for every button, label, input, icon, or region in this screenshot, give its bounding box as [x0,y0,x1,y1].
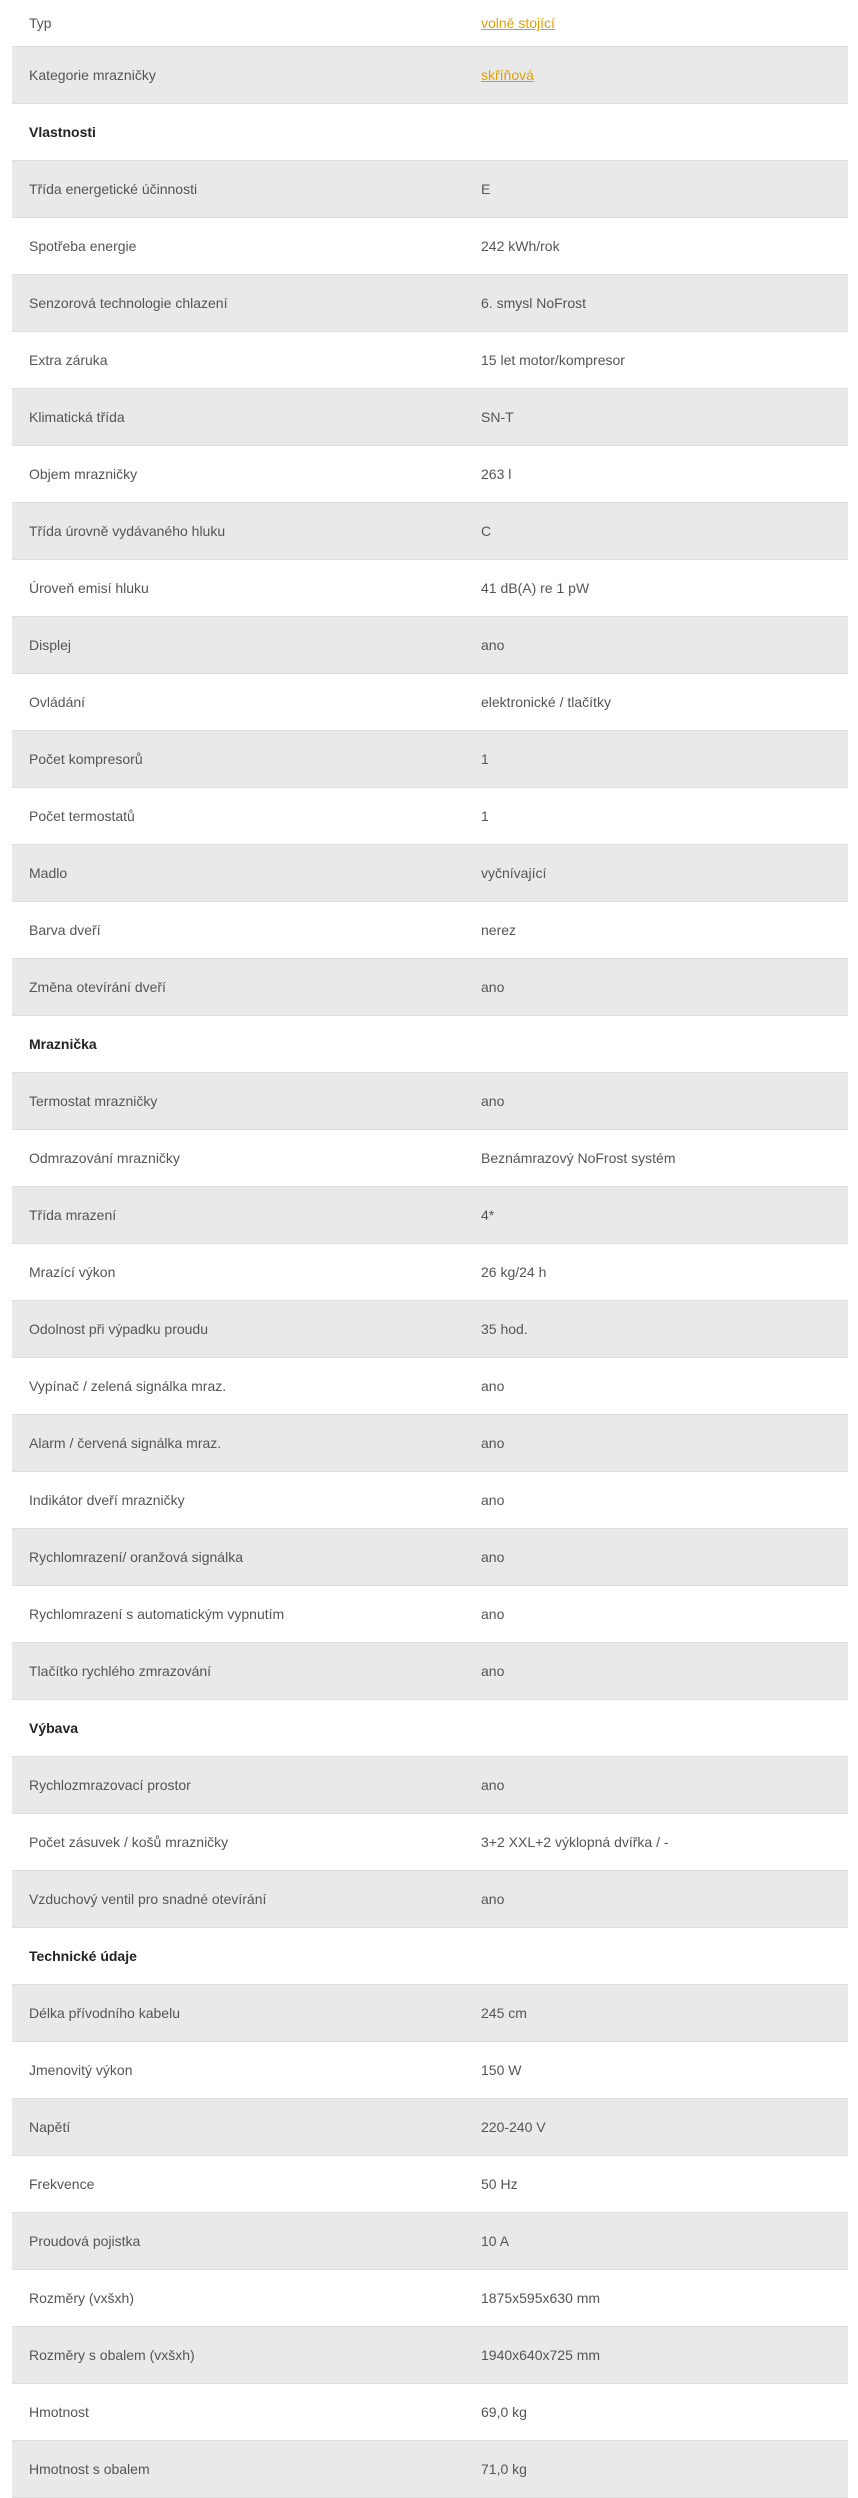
spec-value: 1 [481,751,489,767]
spec-value: C [481,523,492,539]
spec-row [12,1586,848,1643]
spec-row [12,902,848,959]
spec-value: 1940x640x725 mm [481,2347,601,2363]
section-title: Výbava [29,1720,79,1736]
spec-value: ano [481,1777,505,1793]
spec-label: Madlo [29,865,68,881]
spec-label: Mrazící výkon [29,1264,116,1280]
spec-label: Hmotnost [29,2404,89,2420]
spec-row [12,1472,848,1529]
section-heading [12,1016,848,1073]
spec-label: Barva dveří [29,922,101,938]
spec-label: Hmotnost s obalem [29,2461,150,2477]
spec-label: Tlačítko rychlého zmrazování [29,1663,212,1679]
spec-row [12,2213,848,2270]
spec-row [12,0,848,47]
spec-row [12,1757,848,1814]
spec-row [12,446,848,503]
spec-value: 1 [481,808,489,824]
spec-value: 4* [481,1207,495,1223]
section-heading [12,1928,848,1985]
spec-value-link[interactable]: skříňová [481,67,534,83]
spec-label: Termostat mrazničky [29,1093,158,1109]
spec-value: ano [481,1093,505,1109]
spec-row [12,2042,848,2099]
spec-label: Vypínač / zelená signálka mraz. [29,1378,227,1394]
spec-row [12,2270,848,2327]
spec-row [12,47,848,104]
spec-label: Rychlomrazení/ oranžová signálka [29,1549,243,1565]
spec-label: Jmenovitý výkon [29,2062,133,2078]
spec-value: ano [481,979,505,995]
section-title: Mraznička [29,1036,97,1052]
spec-label: Displej [29,637,72,653]
spec-label: Kategorie mrazničky [29,67,156,83]
spec-row [12,2384,848,2441]
spec-label: Senzorová technologie chlazení [29,295,228,311]
spec-label: Objem mrazničky [29,466,138,482]
spec-value: 50 Hz [481,2176,518,2192]
spec-row [12,1130,848,1187]
spec-label: Proudová pojistka [29,2233,141,2249]
spec-label: Úroveň emisí hluku [29,580,149,596]
spec-value: 220-240 V [481,2119,546,2135]
spec-value: ano [481,1435,505,1451]
spec-label: Vzduchový ventil pro snadné otevírání [29,1891,267,1907]
spec-label: Třída úrovně vydávaného hluku [29,523,226,539]
spec-row [12,389,848,446]
spec-label: Změna otevírání dveří [29,979,166,995]
spec-label: Klimatická třída [29,409,125,425]
spec-row [12,218,848,275]
spec-row [12,1871,848,1928]
spec-label: Indikátor dveří mrazničky [29,1492,185,1508]
spec-value: 242 kWh/rok [481,238,560,254]
spec-value: 150 W [481,2062,522,2078]
section-heading [12,1700,848,1757]
spec-label: Spotřeba energie [29,238,137,254]
spec-label: Odolnost při výpadku proudu [29,1321,208,1337]
spec-label: Typ [29,15,52,31]
spec-value: 69,0 kg [481,2404,527,2420]
spec-value: 245 cm [481,2005,527,2021]
spec-value: 35 hod. [481,1321,528,1337]
spec-value: 41 dB(A) re 1 pW [481,580,590,596]
spec-row [12,959,848,1016]
spec-row [12,2156,848,2213]
spec-row [12,275,848,332]
spec-value-link[interactable]: volně stojící [481,15,555,31]
spec-label: Rychlomrazení s automatickým vypnutím [29,1606,285,1622]
spec-label: Třída energetické účinnosti [29,181,198,197]
spec-row [12,674,848,731]
spec-row [12,845,848,902]
spec-value: ano [481,637,505,653]
spec-label: Odmrazování mrazničky [29,1150,180,1166]
spec-row [12,2327,848,2384]
spec-row [12,503,848,560]
spec-label: Alarm / červená signálka mraz. [29,1435,222,1451]
spec-value: nerez [481,922,517,938]
section-title: Vlastnosti [29,124,96,140]
spec-row [12,788,848,845]
spec-row [12,1301,848,1358]
spec-label: Frekvence [29,2176,95,2192]
spec-value: E [481,181,491,197]
spec-row [12,560,848,617]
spec-row [12,332,848,389]
spec-value: SN-T [481,409,514,425]
spec-row [12,1187,848,1244]
spec-row [12,2441,848,2498]
spec-value: 15 let motor/kompresor [481,352,625,368]
spec-row [12,1073,848,1130]
spec-value: ano [481,1606,505,1622]
spec-table [12,0,848,2498]
spec-label: Extra záruka [29,352,108,368]
spec-row [12,1529,848,1586]
section-heading [12,104,848,161]
spec-value: vyčnívající [481,865,547,881]
spec-value: 6. smysl NoFrost [481,295,587,311]
spec-row [12,731,848,788]
spec-value [481,67,848,83]
spec-label: Rozměry s obalem (vxšxh) [29,2347,195,2363]
spec-label: Rychlozmrazovací prostor [29,1777,191,1793]
spec-label: Napětí [29,2119,71,2135]
spec-value: 10 A [481,2233,510,2249]
spec-label: Počet kompresorů [29,751,143,767]
spec-row [12,1415,848,1472]
spec-value: ano [481,1663,505,1679]
spec-row [12,1985,848,2042]
spec-value: ano [481,1549,505,1565]
spec-row [12,1643,848,1700]
spec-label: Počet zásuvek / košů mrazničky [29,1834,229,1850]
spec-value: elektronické / tlačítky [481,694,611,710]
spec-value: 26 kg/24 h [481,1264,547,1280]
spec-row [12,1358,848,1415]
spec-row [12,617,848,674]
spec-value: Beznámrazový NoFrost systém [481,1150,676,1166]
spec-label: Ovládání [29,694,86,710]
spec-value: ano [481,1378,505,1394]
spec-label: Třída mrazení [29,1207,117,1223]
spec-value: 263 l [481,466,512,482]
spec-label: Rozměry (vxšxh) [29,2290,135,2306]
spec-value [481,15,848,31]
spec-value: 71,0 kg [481,2461,527,2477]
spec-row [12,1244,848,1301]
spec-value: 3+2 XXL+2 výklopná dvířka / - [481,1834,669,1850]
spec-row [12,161,848,218]
spec-label: Počet termostatů [29,808,135,824]
spec-value: ano [481,1492,505,1508]
spec-value: 1875x595x630 mm [481,2290,601,2306]
spec-label: Délka přívodního kabelu [29,2005,180,2021]
spec-value: ano [481,1891,505,1907]
section-title: Technické údaje [29,1948,137,1964]
spec-row [12,1814,848,1871]
spec-row [12,2099,848,2156]
